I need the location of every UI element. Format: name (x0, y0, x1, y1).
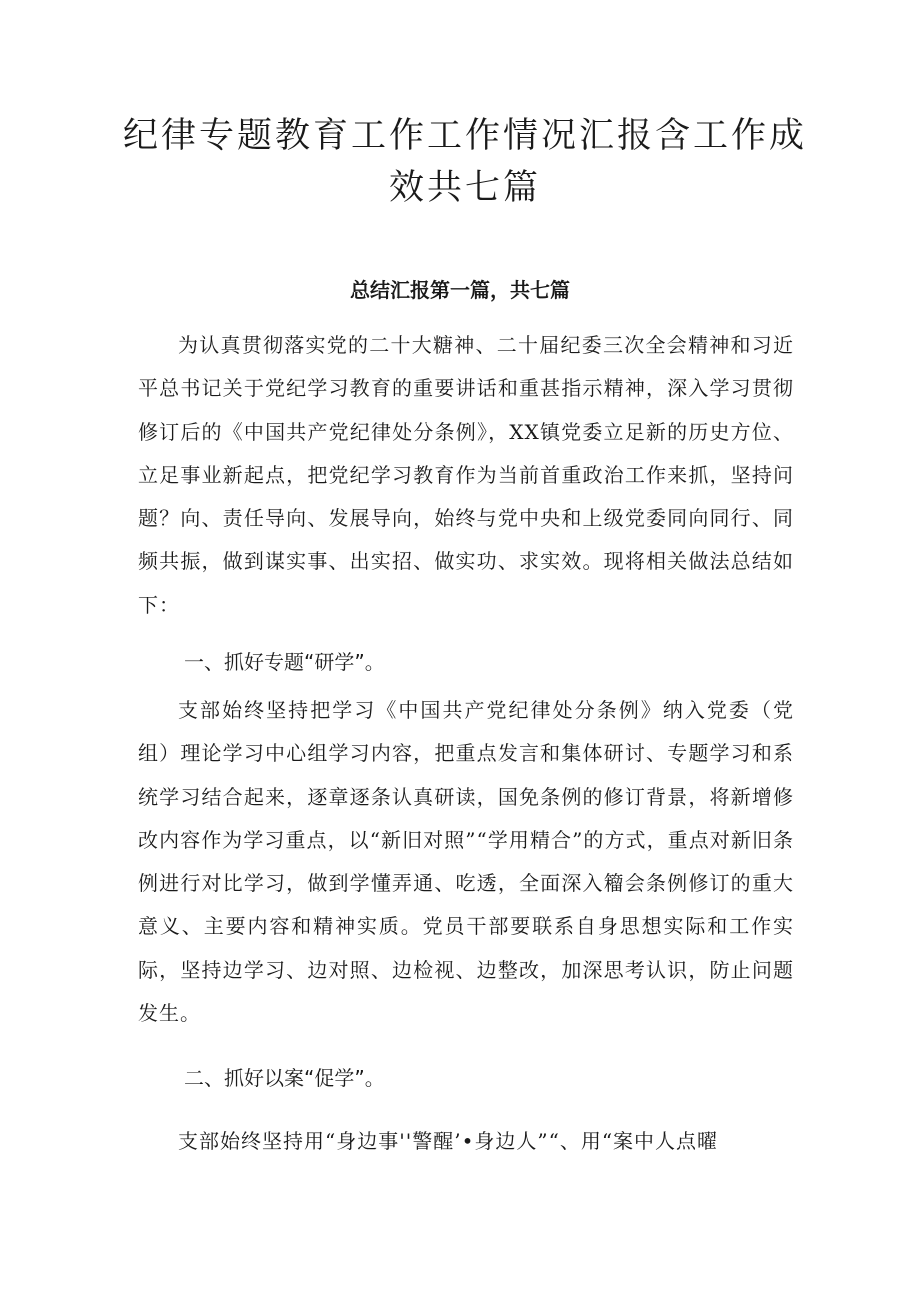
paragraph-intro: 为认真贯彻落实党的二十大糖神、二十届纪委三次全会精神和习近平总书记关于党纪学习教育的重要讲话和重甚指示精神，深入学习贯彻修订后的《中国共产党纪律处分条例》，XX镇党委立足新的历史方位、立足事业新起点，把党纪学习教育作为当前首重政治工作来抓，坚持问题？向、责任导向、发展导向，始终与党中央和上级党委同向同行、同频共振，做到谋实事、出实招、做实功、求实效。现将相关做法总结如下： (138, 333, 794, 617)
paragraph-study: 支部始终坚持把学习《中国共产党纪律处分条例》纳入党委（党组）理论学习中心组学习内容，把重点发言和集体研讨、专题学习和系统学习结合起来，逐章逐条认真研读，国免条例的修订背景，将新增修改内容作为学习重点，以“新旧对照”“学用精合”的方式，重点对新旧条例进行对比学习，做到学懂弄通、吃透，全面深入籕会条例修订的重大意义、主要内容和精神实质。党员干部要联系自身思想实际和工作实际，坚持边学习、边对照、边检视、边整改，加深思考认识，防止问题发生。 (138, 698, 794, 1026)
section-heading: 总结汇报第一篇，共七篇 (350, 278, 570, 302)
heading-study: 一、抓好专题“研学”。 (184, 650, 385, 674)
title-line-2: 效共七篇 (388, 168, 541, 208)
heading-case-study: 二、抓好以案“促学”。 (184, 1066, 385, 1090)
paragraph-case-study: 支部始终坚持用“身边事''警醒’•身边人”“、用“案中人点曜 (178, 1129, 719, 1153)
title-line-1: 纪律专题教育工作工作情况汇报含工作成 (122, 116, 807, 156)
document-title (120, 110, 810, 214)
